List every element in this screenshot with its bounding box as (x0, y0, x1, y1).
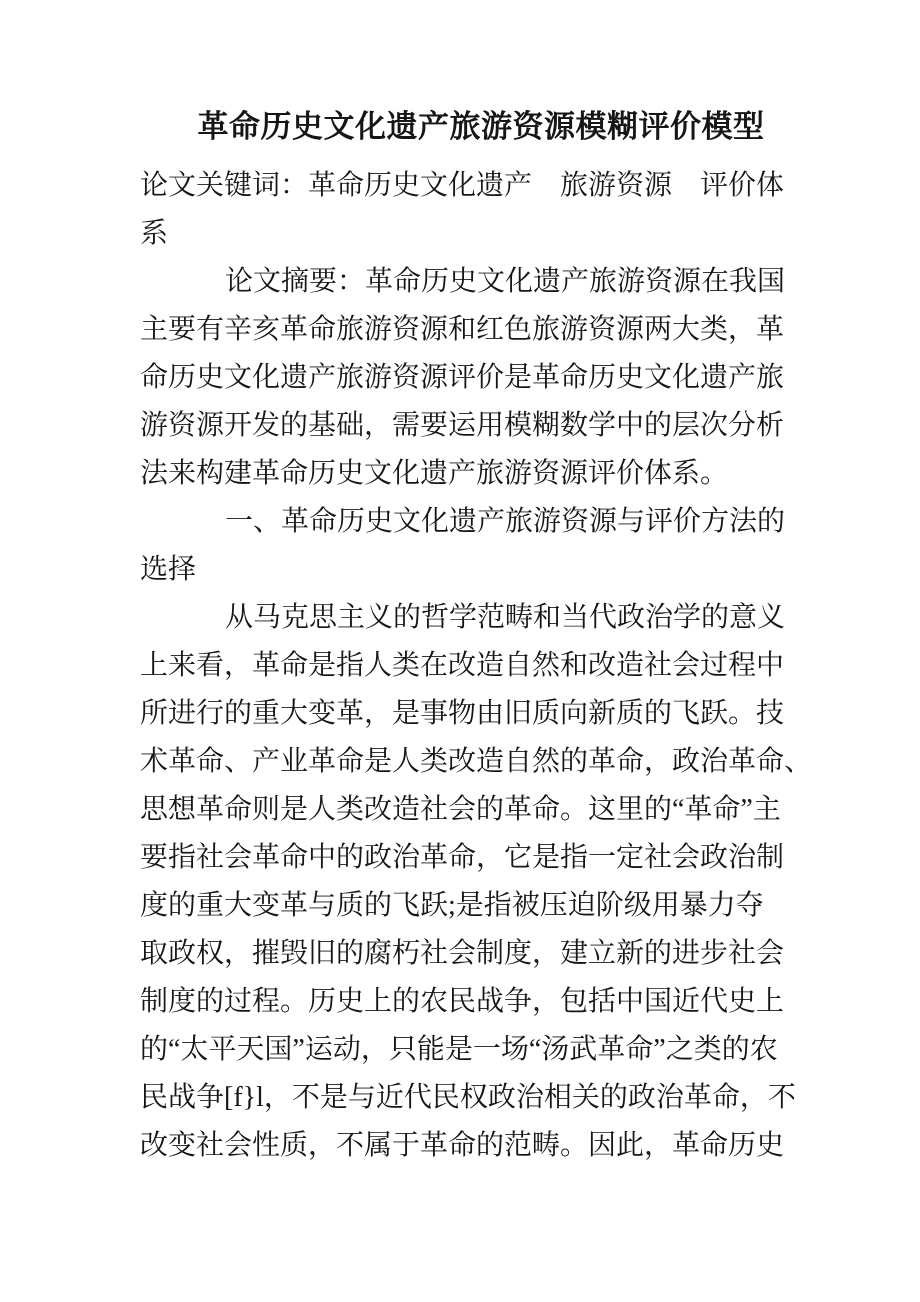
text-line: 选择 (140, 554, 197, 585)
text-line: 一、革命历史文化遗产旅游资源与评价方法的 (225, 506, 786, 537)
body-paragraph (140, 594, 813, 1170)
text-line: 游资源开发的基础，需要运用模糊数学中的层次分析 (140, 410, 785, 441)
text-line: 的“太平天国”运动，只能是一场“汤武革命”之类的农 (140, 1034, 778, 1065)
text-line: 思想革命则是人类改造社会的革命。这里的“革命”主 (140, 794, 781, 825)
text-line: 论文摘要：革命历史文化遗产旅游资源在我国 (225, 266, 786, 297)
text-line: 从马克思主义的哲学范畴和当代政治学的意义 (225, 602, 786, 633)
text-line: 改变社会性质，不属于革命的范畴。因此，革命历史 (140, 1130, 785, 1161)
section-heading (140, 498, 784, 594)
document-title: 革命历史文化遗产旅游资源模糊评价模型 (197, 109, 765, 144)
keywords-paragraph (140, 162, 784, 258)
text-line: 度的重大变革与质的飞跃;是指被压迫阶级用暴力夺 (140, 890, 764, 921)
text-line: 主要有辛亥革命旅游资源和红色旅游资源两大类，革 (140, 314, 785, 345)
text-line: 命历史文化遗产旅游资源评价是革命历史文化遗产旅 (140, 362, 785, 393)
text-line: 术革命、产业革命是人类改造自然的革命，政治革命、 (140, 746, 813, 777)
text-line: 取政权，摧毁旧的腐朽社会制度，建立新的进步社会 (140, 938, 785, 969)
text-line: 上来看，革命是指人类在改造自然和改造社会过程中 (140, 650, 785, 681)
text-line: 所进行的重大变革，是事物由旧质向新质的飞跃。技 (140, 698, 785, 729)
text-line: 系 (140, 218, 169, 249)
text-line: 要指社会革命中的政治革命，它是指一定社会政治制 (140, 842, 785, 873)
text-line: 论文关键词：革命历史文化遗产 旅游资源 评价体 (140, 170, 785, 201)
text-line: 制度的过程。历史上的农民战争，包括中国近代史上 (140, 986, 785, 1017)
text-line: 民战争[f}l，不是与近代民权政治相关的政治革命，不 (140, 1082, 796, 1113)
text-line: 法来构建革命历史文化遗产旅游资源评价体系。 (140, 458, 729, 489)
abstract-paragraph (140, 258, 784, 498)
